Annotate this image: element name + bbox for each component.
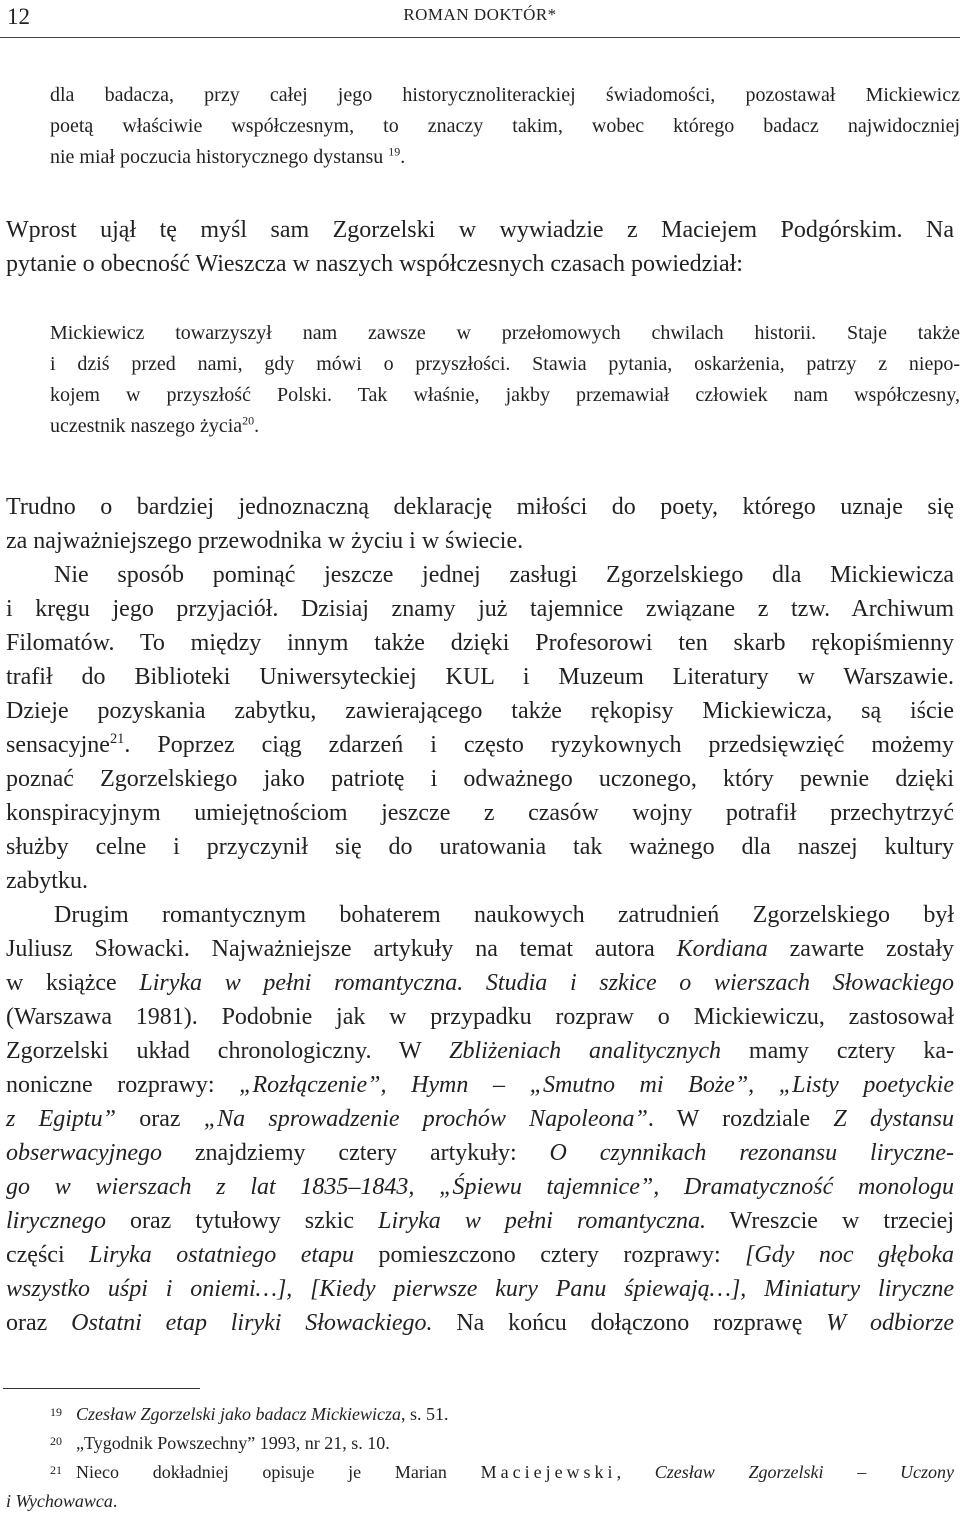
footnote-rule: [3, 1388, 200, 1389]
text-line: Juliusz Słowacki. Najważniejsze artykuły na temat autora Kordiana zawarte zostały: [6, 936, 954, 962]
text-line: dla badacza, przy całej jego historycznoliterackiej świadomości, pozostawał Mickiewicz: [50, 84, 960, 106]
text-line: z Egiptu” oraz „Na sprowadzenie prochów Napoleona”. W rozdziale Z dystansu: [6, 1106, 955, 1132]
paragraph: [6, 490, 954, 898]
footnote: 21 Nieco dokładniej opisuje je Marian Maciejewski, Czesław Zgorzelski – Uczony i Wychowawca.: [0, 1458, 960, 1516]
footnote-number: 20: [50, 1434, 62, 1448]
text-line: Nie sposób pominąć jeszcze jednej zasługi Zgorzelskiego dla Mickiewicza: [54, 562, 954, 588]
text-line: służby celne i przyczynił się do uratowania tak ważnego dla naszej kultury: [6, 834, 954, 860]
text-line: za najważniejszego przewodnika w życiu i w świecie.: [6, 528, 524, 554]
text-line: i dziś przed nami, gdy mówi o przyszłości. Stawia pytania, oskarżenia, patrzy z niepo-: [50, 353, 960, 375]
text-line: nie miał poczucia historycznego dystansu $^{19}$.: [50, 144, 406, 168]
text-line: zabytku.: [6, 868, 88, 894]
text-line: Wprost ujął tę myśl sam Zgorzelski w wywiadzie z Maciejem Podgórskim. Na: [6, 217, 954, 243]
top-quote: [0, 80, 960, 173]
text-line: Drugim romantycznym bohaterem naukowych zatrudnień Zgorzelskiego był: [54, 902, 954, 928]
text-line: go w wierszach z lat 1835–1843, „Śpiewu tajemnice”, Dramatyczność monologu: [6, 1174, 954, 1200]
text-line: wszystko uśpi i oniemi…], [Kiedy pierwsze kury Panu śpiewają…], Miniatury liryczne: [6, 1276, 954, 1302]
text-line: Filomatów. To między innym także dzięki Profesorowi ten skarb rękopiśmienny: [6, 630, 954, 656]
text-line: sensacyjne$^{21}$. Poprzez ciąg zdarzeń i często ryzykownych przedsięwzięć możemy: [6, 731, 954, 758]
footnote-number: 19: [50, 1405, 62, 1419]
text-line: części Liryka ostatniego etapu pomieszczono cztery rozprawy: [Gdy noc głęboka: [6, 1242, 954, 1268]
footnote-ref: 20: [242, 413, 255, 428]
footnote: 20 „Tygodnik Powszechny” 1993, nr 21, s. 10.: [0, 1429, 960, 1458]
text-line: w książce Liryka w pełni romantyczna. Studia i szkice o wierszach Słowackiego: [6, 970, 955, 996]
footnote-ref: 21: [109, 731, 125, 747]
text-line: Dzieje pozyskania zabytku, zawierającego także rękopisy Mickiewicza, są iście: [6, 698, 954, 724]
paragraph: [6, 213, 954, 281]
footnote-ref: 19: [388, 144, 401, 159]
text-line: trafił do Biblioteki Uniwersyteckiej KUL i Muzeum Literatury w Warszawie.: [6, 664, 954, 690]
text-line: Mickiewicz towarzyszył nam zawsze w przełomowych chwilach historii. Staje także: [50, 322, 960, 344]
text-line: noniczne rozprawy: „Rozłączenie”, Hymn – „Smutno mi Boże”, „Listy poetyckie: [6, 1072, 954, 1098]
text-line: pytanie o obecność Wieszcza w naszych współczesnych czasach powiedział:: [6, 251, 743, 277]
footnote-number: 21: [50, 1463, 62, 1477]
text-line: Zgorzelski układ chronologiczny. W Zbliżeniach analitycznych mamy cztery ka-: [6, 1038, 955, 1064]
page-number: 12: [7, 4, 30, 29]
text-line: poznać Zgorzelskiego jako patriotę i odważnego uczonego, który pewnie dzięki: [6, 766, 954, 792]
text-line: Trudno o bardziej jednoznaczną deklarację miłości do poety, którego uznaje się: [6, 494, 954, 520]
page-header: [0, 0, 960, 40]
block-quote: [0, 318, 960, 442]
text-line: lirycznego oraz tytułowy szkic Liryka w pełni romantyczna. Wreszcie w trzeciej: [6, 1208, 955, 1234]
text-line: kojem w przyszłość Polski. Tak właśnie, jakby przemawiał człowiek nam współczesny,: [50, 384, 960, 406]
text-line: i kręgu jego przyjaciół. Dzisiaj znamy już tajemnice związane z tzw. Archiwum: [6, 596, 954, 622]
text-line: poetą właściwie współczesnym, to znaczy takim, wobec którego badacz najwidoczniej: [50, 115, 960, 137]
running-head: ROMAN DOKTÓR*: [403, 5, 557, 24]
header-rule: [0, 37, 960, 38]
text-line: obserwacyjnego znajdziemy cztery artykuły: O czynnikach rezonansu liryczne-: [6, 1140, 954, 1166]
footnote: 19 Czesław Zgorzelski jako badacz Mickiewicza, s. 51.: [0, 1400, 960, 1429]
text-line: konspiracyjnym umiejętnościom jeszcze z czasów wojny potrafił przechytrzyć: [6, 800, 954, 826]
text-line: uczestnik naszego życia$^{20}$.: [50, 413, 260, 437]
text-line: (Warszawa 1981). Podobnie jak w przypadku rozpraw o Mickiewiczu, zastosował: [6, 1004, 954, 1030]
text-line: oraz Ostatni etap liryki Słowackiego. Na końcu dołączono rozprawę W odbiorze: [6, 1310, 954, 1336]
paragraph: [6, 898, 954, 1340]
